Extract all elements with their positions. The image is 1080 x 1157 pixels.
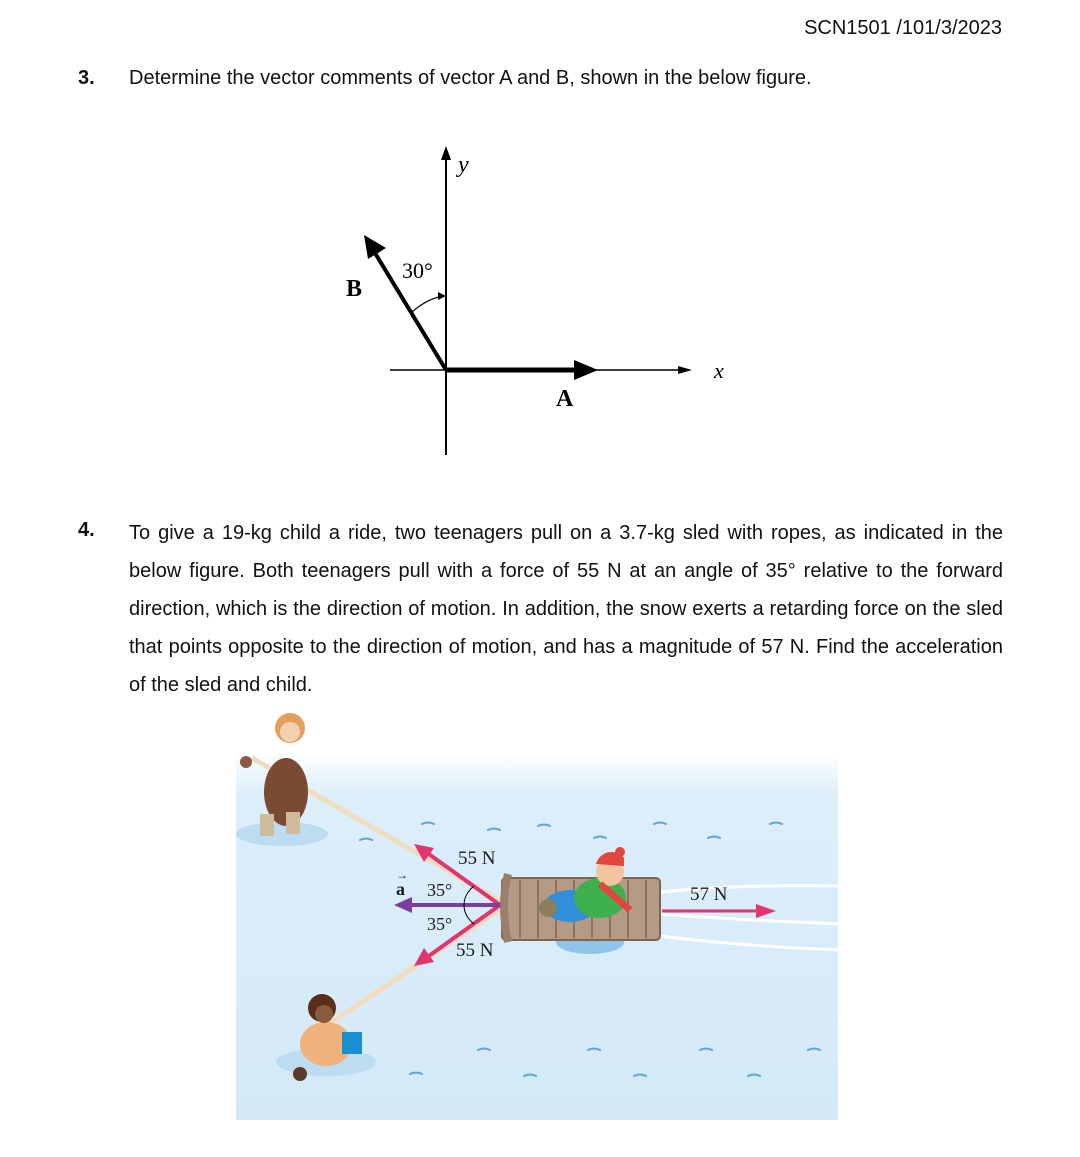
retarding-force-label: 57 N [690,884,728,905]
angle-35-top-label: 35° [427,880,453,900]
question-4-number: 4. [78,519,95,541]
vector-b-label: B [346,276,363,302]
angle-35-bottom-label: 35° [427,914,453,934]
question-4-text: To give a 19-kg child a ride, two teenagers pull on a 3.7-kg sled with ropes, as indicated in the below figure. Both teenagers pull with a force of 55 N at an angle of 35° relative to the forward direction, which is the direction of motion. In addition, the snow exerts a retarding force on the sled that points opposite to the direction of motion, and has a magnitude of 57 N. Find the acceleration of the sled and child. [129,522,1003,696]
course-code: SCN1501 /101/3/2023 [804,17,1002,39]
vector-a-label: A [556,386,574,412]
force-55n-top-label: 55 N [458,848,496,869]
question-3-text: Determine the vector comments of vector A and B, shown in the below figure. [129,67,812,89]
y-axis-label: y [458,152,469,178]
angle-arc-arrowhead [438,292,446,300]
question-3-number: 3. [78,67,95,89]
x-axis-arrowhead [678,366,692,374]
acceleration-label: a [396,879,405,899]
sled-diagram [230,702,840,1122]
y-axis-arrowhead [441,146,451,160]
angle-label: 30° [402,258,433,283]
acceleration-vector-mark: → [396,868,408,882]
x-axis-label: x [714,358,724,383]
vector-a-arrowhead [574,360,598,380]
force-55n-bottom-label: 55 N [456,940,494,961]
vector-diagram [330,138,750,468]
